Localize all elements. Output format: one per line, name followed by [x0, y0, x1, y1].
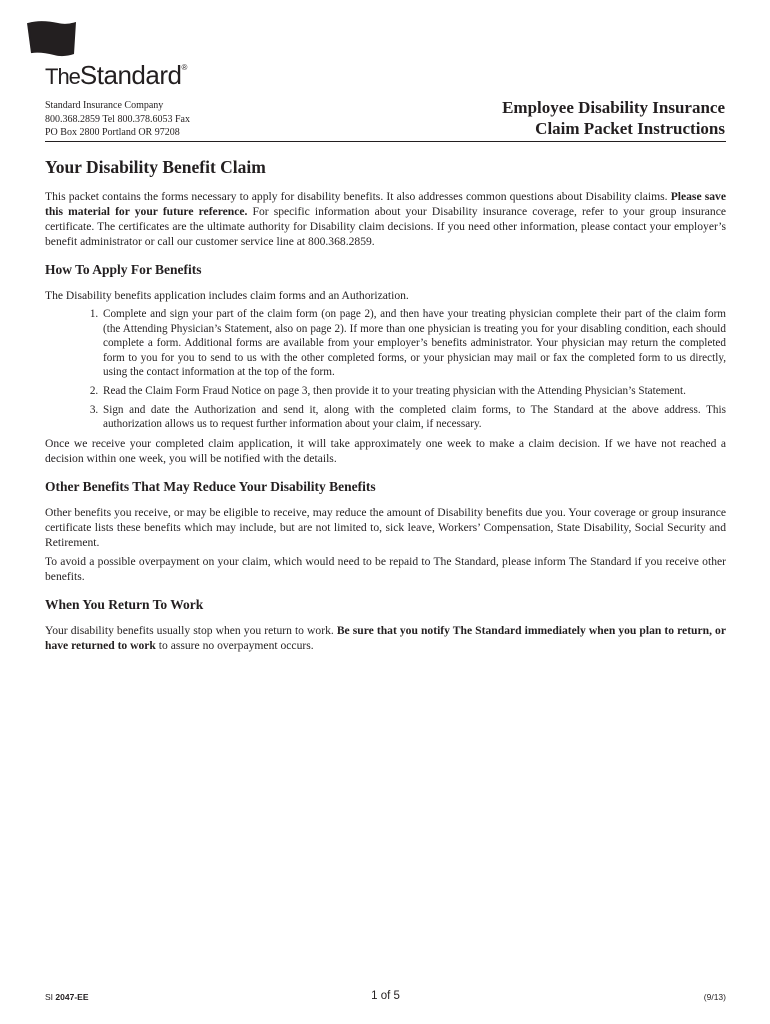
apply-step-1: 1. Complete and sign your part of the claim form (on page 2), and then have your treating physician complete their part of the claim form (the Attending Physician’s Statement, also on page 2). If more than one physician is treating you for your disabling condition, each should complete a form. Additional forms are available from your employer’s benefits administrator. Your physician may return the completed form to you for you to send to us with the other completed forms, or your physician may mail or fax the completed form to us directly, using the contact information at the top of the form. [101, 307, 726, 380]
form-number-prefix: SI [45, 992, 56, 1002]
apply-intro: The Disability benefits application includes claim forms and an Authorization. [45, 289, 409, 302]
return-text-bold: Be sure that you notify The Standard immediately when you plan to return, or have returned to work [45, 623, 726, 652]
claim-text-end: For specific information about your Disability insurance coverage, refer to your group insurance certificate. The certificates are the ultimate authority for Disability claim decisions. If you need other information, please contact your employer’s benefit administrator or call our customer service line at 800.368.2859. [45, 205, 726, 248]
apply-closing: Once we receive your completed claim application, it will take approximately one week to make a claim decision. If we have not reached a decision within one week, you will be notified with the details. [45, 436, 726, 465]
document-title [502, 97, 725, 139]
form-number-value: 2047-EE [55, 992, 89, 1002]
apply-steps-list [45, 307, 726, 432]
logo-standard: Standard [79, 60, 182, 90]
claim-text-start: This packet contains the forms necessary to apply for disability benefits. It also addresses common questions about Disability claims. [45, 190, 671, 203]
return-to-work-heading: When You Return To Work [45, 596, 204, 612]
other-benefits-heading: Other Benefits That May Reduce Your Disability Benefits [45, 478, 376, 494]
logo-the: The [45, 64, 80, 89]
page-number: 1 of 5 [371, 990, 400, 1002]
claim-text-bold: Please save this material for your future reference. [45, 190, 726, 218]
document-title-line-2: Claim Packet Instructions [535, 119, 725, 138]
logo-registered-mark: ® [181, 63, 188, 72]
return-text-end: to assure no overpayment occurs. [155, 638, 314, 652]
apply-step-2: 2. Read the Claim Form Fraud Notice on page 3, then provide it to your treating physician with the Attending Physician’s Statement. [101, 384, 726, 399]
apply-step-3: 3. Sign and date the Authorization and send it, along with the completed claim forms, to The Standard at the above address. This authorization allows us to request further information about your claim, if necessary. [101, 403, 726, 432]
claim-section-heading: Your Disability Benefit Claim [45, 157, 266, 177]
claim-section-paragraph [45, 189, 726, 249]
main-content [45, 156, 726, 657]
company-phones: 800.368.2859 Tel 800.378.6053 Fax [45, 113, 190, 125]
document-title-line-1: Employee Disability Insurance [502, 98, 725, 117]
return-text-start: Your disability benefits usually stop when you return to work. [45, 623, 337, 637]
apply-section-heading: How To Apply For Benefits [45, 262, 202, 277]
other-benefits-paragraph-2: To avoid a possible overpayment on your claim, which would need to be repaid to The Standard, please inform The Standard if you receive other benefits. [45, 554, 726, 583]
company-address: PO Box 2800 Portland OR 97208 [45, 127, 180, 138]
other-benefits-paragraph-1: Other benefits you receive, or may be eligible to receive, may reduce the amount of Disability benefits due you. Your coverage or group insurance certificate lists these benefits which may include, but are not limited to, sick leave, Workers’ Compensation, State Disability, Social Security and Retirement. [45, 505, 726, 549]
revision-date: (9/13) [703, 992, 726, 1002]
header-divider [45, 141, 726, 142]
flag-logo-icon [26, 20, 78, 58]
company-contact-block [45, 99, 190, 140]
company-logo [45, 60, 187, 91]
return-to-work-paragraph [45, 623, 726, 653]
company-name: Standard Insurance Company [45, 100, 164, 111]
